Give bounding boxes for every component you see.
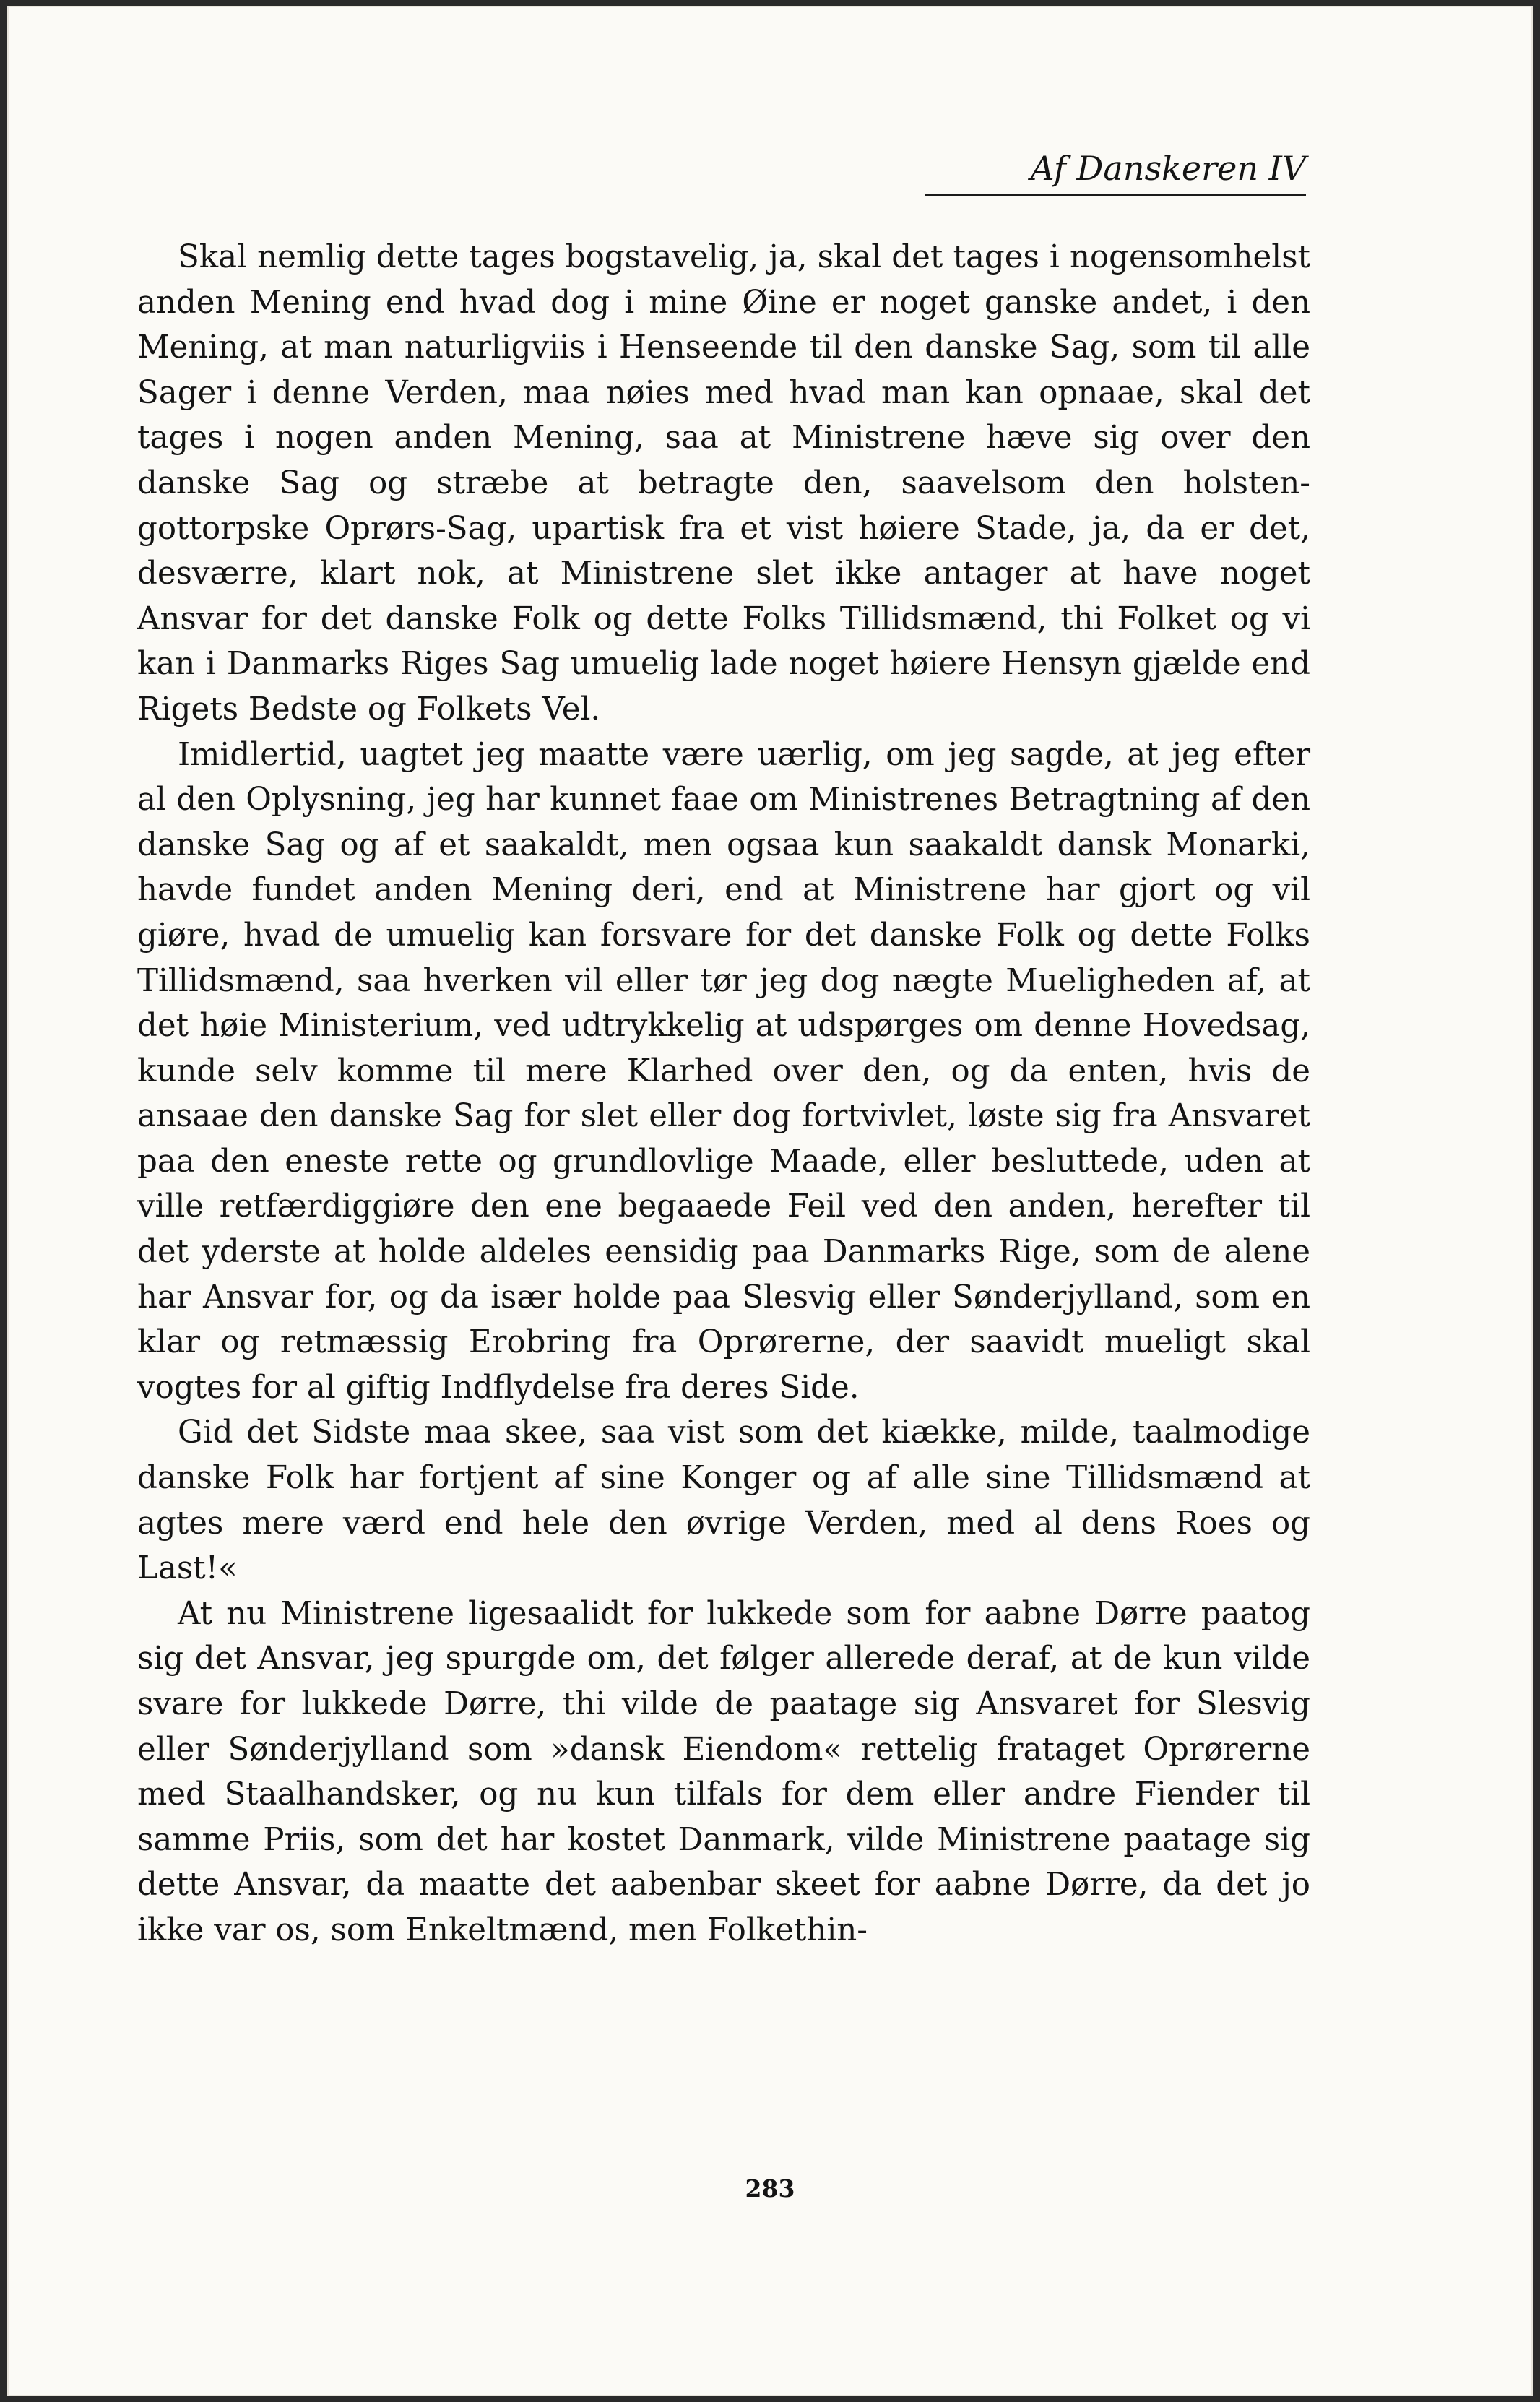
book-page (7, 6, 1533, 2396)
paragraph-2: Imidlertid, uagtet jeg maatte være uærlig, om jeg sagde, at jeg efter al den Oplysning, jeg har kunnet faae om Ministrenes Betragtning af den danske Sag og af et saakaldt, men ogsaa kun saakaldt dansk Monarki, havde fundet anden Mening deri, end at Ministrene har gjort og vil giøre, hvad de umuelig kan forsvare for det danske Folk og dette Folks Tillidsmænd, saa hverken vil eller tør jeg dog nægte Mueligheden af, at det høie Ministerium, ved udtrykkelig at udspørges om denne Hovedsag, kunde selv komme til mere Klarhed over den, og da enten, hvis de ansaae den danske Sag for slet eller dog fortvivlet, løste sig fra Ansvaret paa den eneste rette og grundlovlige Maade, eller besluttede, uden at ville retfærdiggiøre den ene begaaede Feil ved den anden, herefter til det yderste at holde aldeles eensidig paa Danmarks Rige, som de alene har Ansvar for, og da især holde paa Slesvig eller Sønderjylland, som en klar og retmæssig Erobring fra Oprørerne, der saavidt mueligt skal vogtes for al giftig Indflydelse fra deres Side. (137, 736, 1310, 1406)
running-head: Af Danskeren IV (925, 143, 1306, 196)
paragraph-3: Gid det Sidste maa skee, saa vist som det kiække, milde, taalmodige danske Folk har fortjent af sine Konger og af alle sine Tillidsmænd at agtes mere værd end hele den øvrige Verden, med al dens Roes og Last!« (137, 1414, 1310, 1587)
paragraph-4: At nu Ministrene ligesaalidt for lukkede som for aabne Dørre paatog sig det Ansvar, jeg spurgde om, det følger allerede deraf, at de kun vilde svare for lukkede Dørre, thi vilde de paatage sig Ansvaret for Slesvig eller Sønderjylland som »dansk Eiendom« rettelig frataget Oprørerne med Staalhandsker, og nu kun tilfals for dem eller andre Fiender til samme Priis, som det har kostet Danmark, vilde Ministrene paatage sig dette Ansvar, da maatte det aabenbar skeet for aabne Dørre, da det jo ikke var os, som Enkeltmænd, men Folkethin- (137, 1595, 1310, 1948)
page-number: 283 (745, 2174, 795, 2203)
body-text (137, 235, 1310, 1953)
paragraph-1: Skal nemlig dette tages bogstavelig, ja, skal det tages i nogensomhelst anden Mening end hvad dog i mine Øine er noget ganske andet, i den Mening, at man naturligviis i Henseende til den danske Sag, som til alle Sager i denne Verden, maa nøies med hvad man kan opnaae, skal det tages i nogen anden Mening, saa at Ministrene hæve sig over den danske Sag og stræbe at betragte den, saavelsom den holsten-gottorpske Oprørs-Sag, upartisk fra et vist høiere Stade, ja, da er det, desværre, klart nok, at Ministrene slet ikke antager at have noget Ansvar for det danske Folk og dette Folks Tillidsmænd, thi Folket og vi kan i Danmarks Riges Sag umuelig lade noget høiere Hensyn gjælde end Rigets Bedste og Folkets Vel. (137, 239, 1310, 727)
